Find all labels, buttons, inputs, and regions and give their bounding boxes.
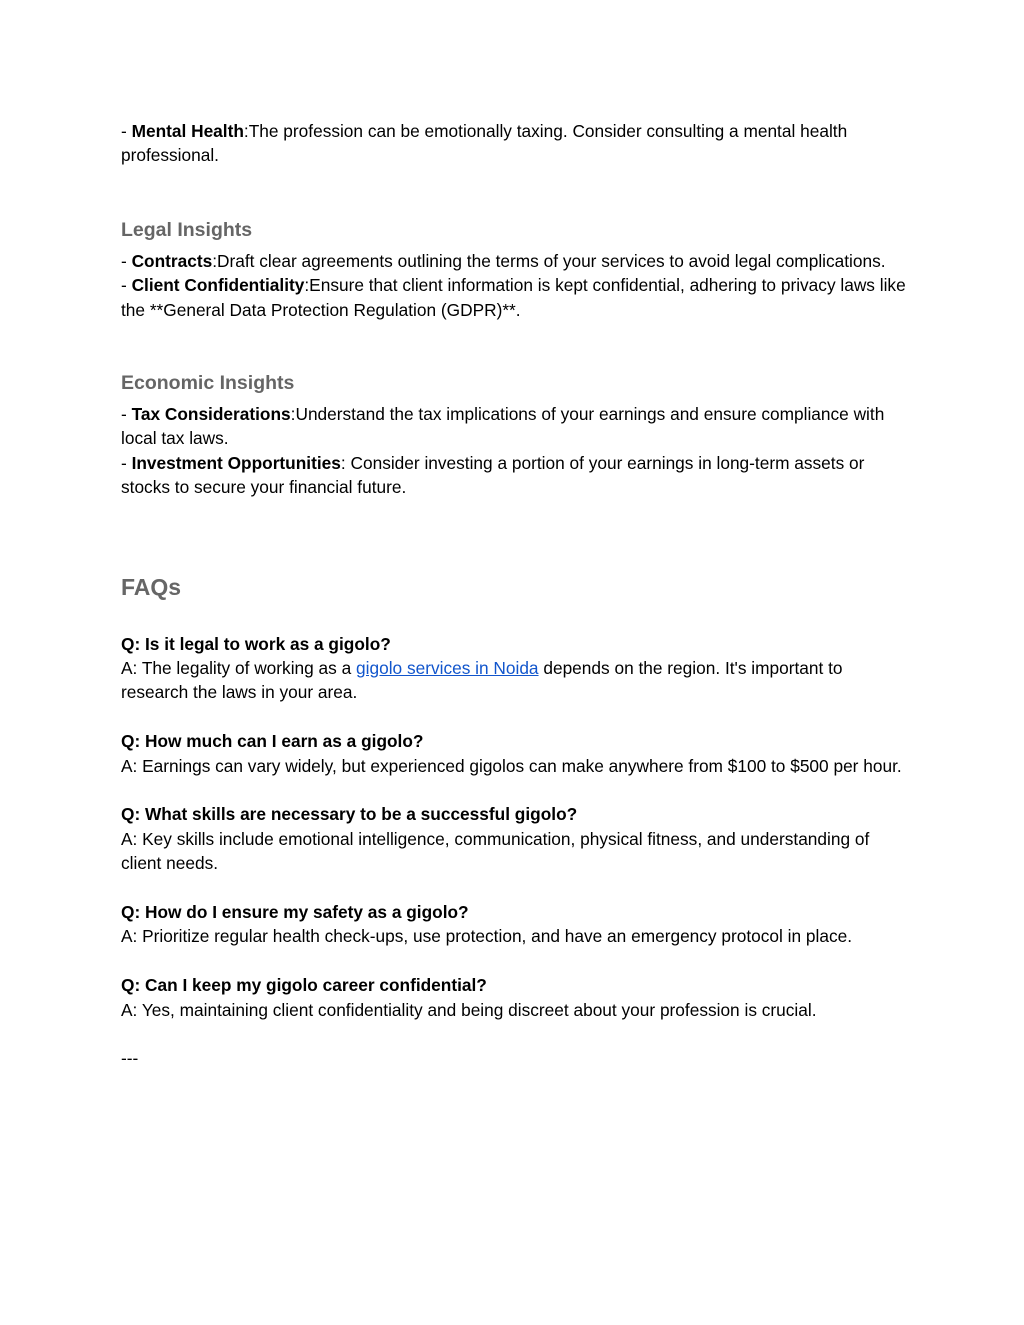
faqs-section (121, 572, 911, 1071)
faq-answer: A: Key skills include emotional intelligence, communication, physical fitness, and understanding of client needs. (121, 828, 870, 874)
faqs-heading: FAQs (121, 573, 182, 600)
faq-question: Q: What skills are necessary to be a successful gigolo? (121, 804, 578, 825)
faq-answer: A: Yes, maintaining client confidentiality and being discreet about your profession is crucial. (121, 999, 817, 1020)
economic-insights-section (121, 370, 911, 500)
faq-item (121, 900, 911, 949)
mental-health-paragraph (121, 119, 911, 168)
tax-considerations-text: :Understand the tax implications of your earnings and ensure compliance with local tax laws. (121, 404, 885, 449)
faq-item (121, 632, 911, 705)
economic-insights-heading: Economic Insights (121, 372, 295, 395)
investment-opportunities-term: Investment Opportunities (131, 452, 341, 473)
mental-health-text: :The profession can be emotionally taxing. Consider consulting a mental health professional. (121, 121, 848, 166)
bullet-dash: - (121, 275, 132, 296)
contracts-item (121, 249, 911, 273)
client-confidentiality-term: Client Confidentiality (131, 275, 305, 296)
client-confidentiality-item (121, 273, 911, 322)
bullet-dash: - (121, 452, 132, 473)
legal-insights-section (121, 217, 911, 322)
investment-opportunities-item (121, 451, 911, 500)
faq-question: Q: Can I keep my gigolo career confidential? (121, 975, 487, 996)
investment-opportunities-text: : Consider investing a portion of your earnings in long-term assets or stocks to secure your financial future. (121, 452, 865, 498)
tax-considerations-item (121, 402, 911, 451)
faq-question: Q: Is it legal to work as a gigolo? (121, 633, 391, 654)
bullet-dash: - (121, 250, 132, 271)
bullet-dash: - (121, 404, 132, 425)
faq-question: Q: How much can I earn as a gigolo? (121, 731, 424, 752)
separator: --- (121, 1048, 139, 1069)
contracts-term: Contracts (131, 250, 213, 271)
faq-item (121, 729, 911, 778)
mental-health-term: Mental Health (131, 121, 244, 141)
faq-answer-text: A: The legality of working as a (121, 658, 357, 679)
faq-answer (121, 656, 911, 705)
document-body (121, 119, 911, 1071)
faq-answer-text: depends on the region. It's important to research the laws in your area. (121, 658, 843, 703)
tax-considerations-term: Tax Considerations (131, 404, 291, 425)
faq-question: Q: How do I ensure my safety as a gigolo? (121, 902, 469, 923)
faq-answer: A: Prioritize regular health check-ups, use protection, and have an emergency protocol in place. (121, 926, 853, 947)
bullet-dash: - (121, 121, 132, 141)
faq-item (121, 973, 911, 1022)
client-confidentiality-text: :Ensure that client information is kept confidential, adhering to privacy laws like the **General Data Protection Regulation (GDPR)**. (121, 275, 906, 320)
faq-answer: A: Earnings can vary widely, but experienced gigolos can make anywhere from $100 to $500 per hour. (121, 755, 902, 776)
faq-item (121, 802, 911, 875)
gigolo-services-link[interactable]: gigolo services in Noida (356, 658, 539, 679)
legal-insights-heading: Legal Insights (121, 218, 253, 241)
contracts-text: :Draft clear agreements outlining the terms of your services to avoid legal complications. (212, 250, 886, 271)
